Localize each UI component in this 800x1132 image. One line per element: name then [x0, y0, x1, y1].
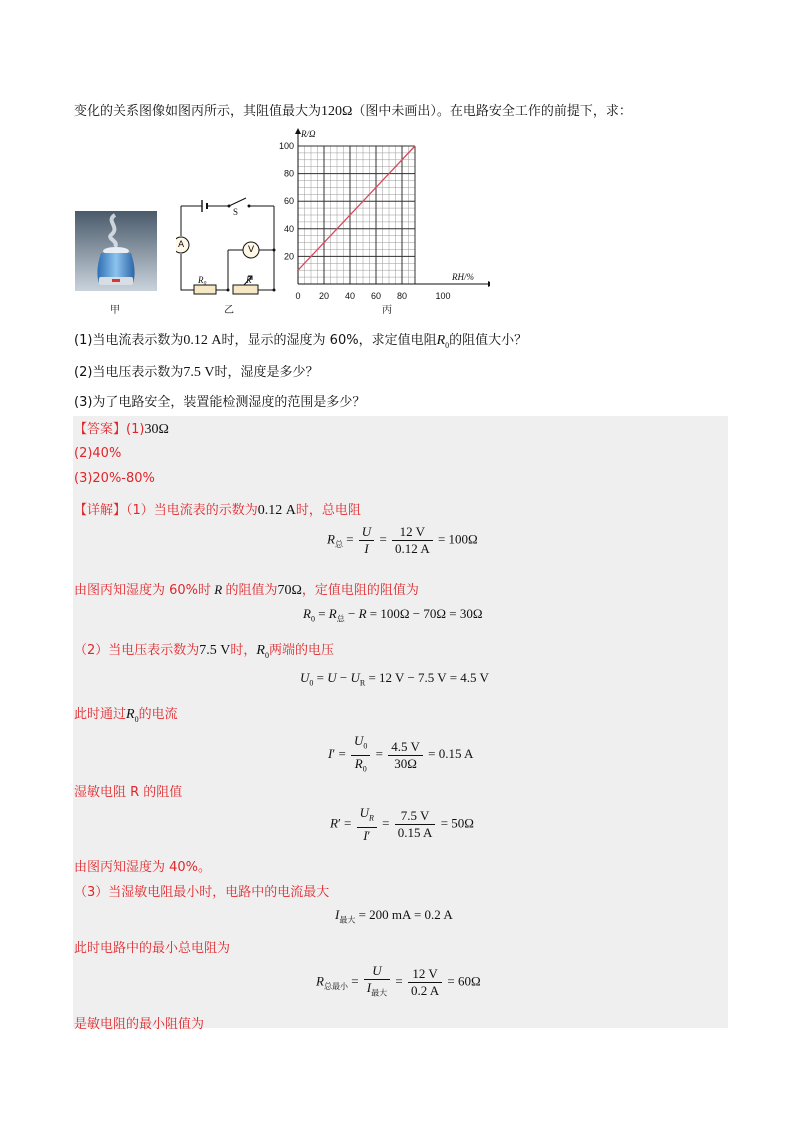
detail-step-4	[74, 703, 178, 724]
eq4-num-2: 4.5 V	[388, 739, 423, 756]
humidifier-photo	[75, 211, 157, 291]
intro-text-2: （图中未画出）。在电路安全工作的前提下，求：	[352, 104, 632, 119]
eq4-result: = 0.15 A	[428, 746, 474, 762]
detail-4-text-2: 的电流	[138, 707, 178, 722]
detail-3-text-3: 两端的电压	[268, 643, 334, 658]
question-1	[74, 329, 527, 350]
detail-step-5: 湿敏电阻 R 的阻值	[74, 785, 183, 800]
detail-step-7: （3）当湿敏电阻最小时，电路中的电流最大	[74, 885, 330, 900]
detail-step-9: 是敏电阻的最小阻值为	[74, 1017, 205, 1032]
eq5-den-2: 0.15 A	[397, 824, 433, 840]
detail-3-text-2: 时，	[230, 643, 257, 658]
answer-1-value: 30Ω	[144, 422, 169, 437]
question-2	[74, 361, 319, 381]
eq4-frac-2	[388, 739, 423, 772]
eq8-frac-1: $\frac{U}{I_{最大}}$	[364, 963, 390, 1002]
eq5-result: = 50Ω	[440, 815, 474, 831]
y-tick-label: 80	[283, 168, 294, 179]
ammeter-label: A	[178, 240, 185, 250]
detail-step-8: 此时电路中的最小总电阻为	[74, 941, 231, 956]
y-tick-label: 100	[278, 141, 294, 151]
equation-total-resistance: $R_总$ = $\frac{U}{I}$ = $\frac{12 V}{0.12 A}$ = 100Ω	[327, 524, 478, 556]
eq1-sub: 总	[334, 540, 343, 550]
eq8-result: = 60Ω	[447, 973, 481, 989]
detail-step-2	[74, 579, 419, 599]
eq2-text: = 100Ω − 70Ω = 30Ω	[369, 606, 483, 621]
detail-step-1	[74, 499, 361, 519]
eq4-den-2: 30Ω	[394, 755, 417, 771]
intro-max-value: 120Ω	[321, 104, 353, 119]
detail-3-r0-symbol: $R_0$	[256, 643, 269, 660]
detail-4-r0-symbol: $R_0$	[126, 707, 139, 724]
eq1-num-1: U	[361, 524, 372, 539]
q1-text-2: 时，显示的湿度为 60%，求定值电阻	[221, 333, 437, 348]
x-axis-arrow	[488, 281, 490, 287]
y-axis-label: R/Ω	[301, 129, 316, 139]
answer-line-3: (3)20%-80%	[74, 471, 155, 486]
q2-text: (2)当电压表示数为	[74, 365, 184, 380]
eq1-frac-2	[392, 524, 433, 557]
voltmeter-label: V	[248, 245, 255, 255]
detail-2-text: 由图丙知湿度为 60%时	[74, 583, 212, 598]
detail-1-text-2: 时，总电阻	[295, 503, 361, 518]
detail-label: 【详解】	[74, 503, 127, 518]
answer-line-1	[74, 418, 169, 438]
detail-step-6: 由图丙知湿度为 40%。	[74, 860, 212, 875]
x-tick-label: 80	[396, 291, 408, 301]
equation-resistance: R′ = $\frac{U_R}{I'}$ = $\frac{7.5 V}{0.15 A}$ = 50Ω	[330, 805, 474, 843]
eq3-text: = 12 V − 7.5 V = 4.5 V	[368, 670, 489, 685]
eq7-sub: 最大	[339, 915, 356, 925]
eq1-lhs: R	[327, 531, 335, 547]
y-tick-label: 20	[283, 251, 294, 262]
detail-1-text: （1）当电流表的示数为	[126, 503, 258, 518]
detail-2-text-3: ，定值电阻的阻值为	[301, 583, 419, 598]
equation-r0: $R_0 = R_总 - R = 100\Omega - 70\Omega = 30\Omega$	[303, 606, 483, 624]
detail-3-text: （2）当电压表示数为	[74, 643, 200, 658]
r-label: R	[246, 275, 252, 285]
eq8-sub: 总最小	[323, 981, 348, 991]
detail-2-value: 70Ω	[277, 583, 302, 598]
eq1-den-2: 0.12 A	[395, 541, 430, 556]
eq5-frac-2	[395, 808, 436, 841]
caption-jia: 甲	[110, 305, 120, 316]
r0-label: R₀	[198, 275, 207, 285]
q1-text: (1)当电流表示数为	[74, 333, 184, 348]
equation-min-resistance: $R_{总最小}$ = $\frac{U}{I_{最大}}$ = $\frac{12 V}{0.2 A}$ = 60Ω	[316, 963, 481, 1002]
y-tick-label: 40	[283, 223, 294, 234]
detail-1-value: 0.12 A	[257, 503, 296, 518]
detail-2-r-symbol: R	[211, 582, 226, 597]
eq1-den-1: I	[364, 541, 369, 556]
eq4-frac-1: $\frac{U_0}{R_0}$	[351, 733, 370, 777]
q1-r0-symbol: $R_0$	[436, 333, 450, 350]
intro-line	[74, 100, 632, 120]
answer-label: 【答案】	[74, 422, 127, 437]
q2-text-2: 时，湿度是多少？	[214, 365, 319, 380]
x-tick-label: 40	[344, 291, 356, 301]
circuit-diagram	[176, 196, 278, 298]
q1-text-3: 的阻值大小？	[449, 333, 528, 348]
eq5-num-2: 7.5 V	[395, 808, 436, 825]
eq5-frac-1: $\frac{U_R}{I'}$	[357, 805, 377, 844]
caption-yi: 乙	[224, 305, 234, 316]
detail-step-3	[74, 639, 334, 660]
resistance-humidity-chart	[278, 128, 490, 308]
switch-label: S	[233, 207, 239, 217]
equation-u0: $U_0 = U - U_R = 12$ V − 7.5 V = 4.5 V	[300, 670, 489, 688]
eq8-num-2: 12 V	[408, 966, 442, 983]
x-tick-label: 100	[435, 291, 451, 301]
question-3: (3)为了电路安全，装置能检测湿度的范围是多少？	[74, 395, 366, 410]
detail-3-value: 7.5 V	[199, 643, 231, 658]
eq8-den-2: 0.2 A	[410, 982, 440, 998]
x-axis-label: RH/%	[452, 272, 474, 282]
x-tick-label: 20	[318, 291, 330, 301]
y-tick-label: 60	[283, 196, 294, 207]
answer-1-prefix: (1)	[126, 422, 145, 437]
eq8-frac-2	[408, 966, 442, 999]
equation-current: I′ = $\frac{U_0}{R_0}$ = $\frac{4.5 V}{30\Omega}$ = 0.15 A	[328, 733, 473, 777]
detail-2-text-2: 的阻值为	[225, 583, 278, 598]
q2-voltage-value: 7.5 V	[183, 365, 215, 380]
detail-4-text: 此时通过	[74, 707, 127, 722]
equation-max-current: $I_{最大} = 200$ mA = 0.2 A	[335, 907, 453, 925]
q1-current-value: 0.12 A	[183, 333, 222, 348]
x-tick-label: 0	[295, 291, 301, 301]
x-tick-label: 60	[370, 291, 382, 301]
answer-line-2: (2)40%	[74, 446, 122, 461]
eq1-frac-1	[359, 524, 374, 557]
intro-text: 变化的关系图像如图丙所示，其阻值最大为	[74, 104, 322, 119]
caption-bing: 丙	[382, 305, 392, 316]
eq1-num-2: 12 V	[392, 524, 433, 541]
eq7-text: = 200 mA = 0.2 A	[358, 907, 453, 922]
eq1-result: 100Ω	[448, 531, 478, 547]
